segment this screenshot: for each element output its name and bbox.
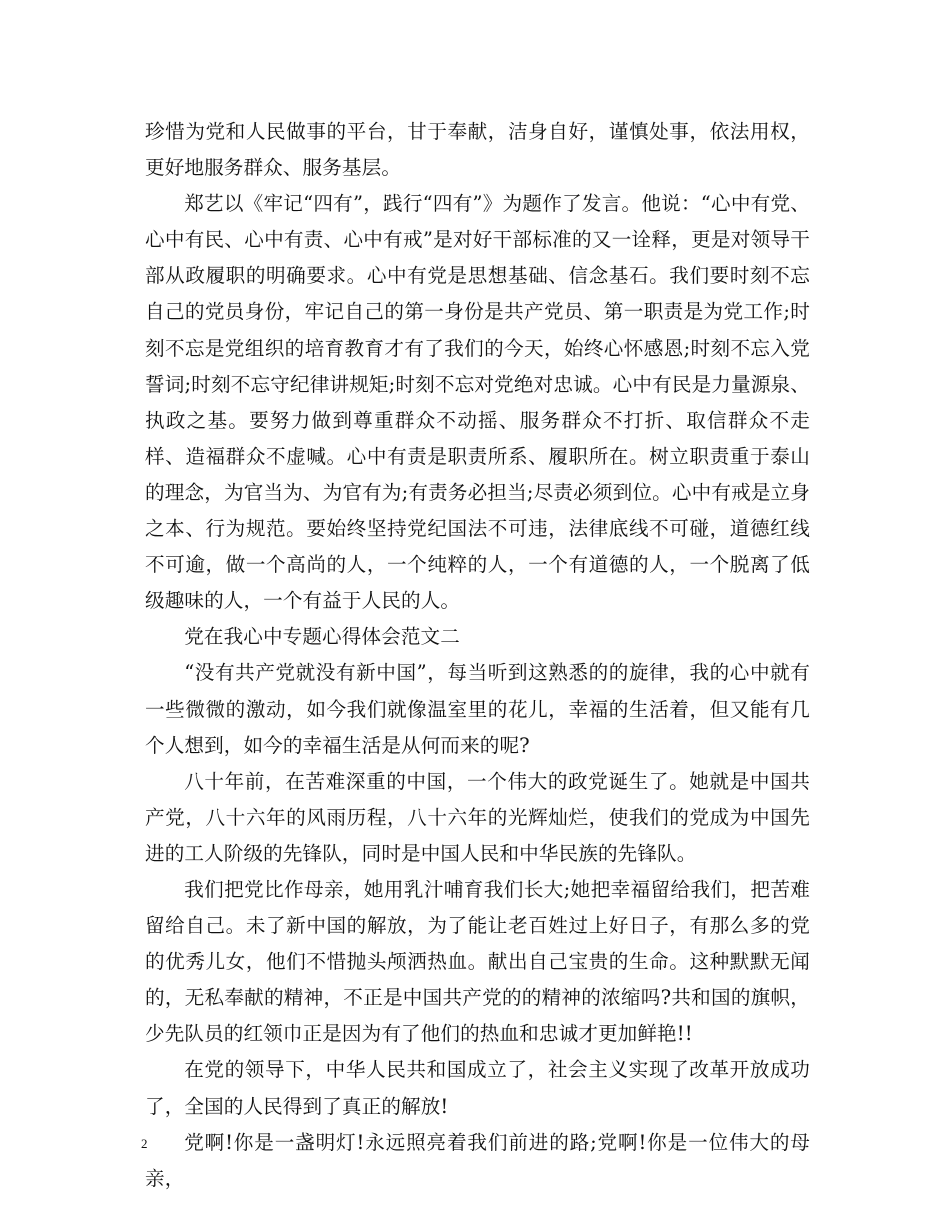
paragraph-intro: “没有共产党就没有新中国”，每当听到这熟悉的的旋律，我的心中就有一些微微的激动，如今我们就像温室里的花儿，幸福的生活着，但又能有几个人想到，如今的幸福生活是从何而来的呢? xyxy=(145,661,810,757)
page-number: 2 xyxy=(141,1136,148,1151)
paragraph-founding: 在党的领导下，中华人民共和国成立了，社会主义实现了改革开放成功了，全国的人民得到了真正的解放! xyxy=(145,1058,810,1118)
document-body xyxy=(145,114,810,1197)
paragraph-zheng-yi-speech: 郑艺以《牢记“四有”，践行“四有”》为题作了发言。他说：“心中有党、心中有民、心中有责、心中有戒”是对好干部标准的又一诠释，更是对领导干部从政履职的明确要求。心中有党是思想基础、信念基石。我们要时刻不忘自己的党员身份，牢记自己的第一身份是共产党员、第一职责是为党工作;时刻不忘是党组织的培育教育才有了我们的今天，始终心怀感恩;时刻不忘入党誓词;时刻不忘守纪律讲规矩;时刻不忘对党绝对忠诚。心中有民是力量源泉、执政之基。要努力做到尊重群众不动摇、服务群众不打折、取信群众不走样、造福群众不虚喊。心中有责是职责所系、履职所在。树立职责重于泰山的理念，为官当为、为官有为;有责务必担当;尽责必须到位。心中有戒是立身之本、行为规范。要始终坚持党纪国法不可违，法律底线不可碰，道德红线不可逾，做一个高尚的人，一个纯粹的人，一个有道德的人，一个脱离了低级趣味的人，一个有益于人民的人。 xyxy=(145,192,810,613)
paragraph-continuation: 珍惜为党和人民做事的平台，甘于奉献，洁身自好，谨慎处事，依法用权，更好地服务群众、服务基层。 xyxy=(145,120,810,180)
paragraph-mother: 我们把党比作母亲，她用乳汁哺育我们长大;她把幸福留给我们，把苦难留给自己。未了新中国的解放，为了能让老百姓过上好日子，有那么多的党的优秀儿女，他们不惜抛头颅洒热血。献出自己宝贵的生命。这种默默无闻的，无私奉献的精神，不正是中国共产党的的精神的浓缩吗?共和国的旗帜，少先队员的红领巾正是因为有了他们的热血和忠诚才更加鲜艳!! xyxy=(145,877,810,1046)
paragraph-praise: 党啊!你是一盏明灯!永远照亮着我们前进的路;党啊!你是一位伟大的母亲， xyxy=(145,1130,810,1190)
paragraph-history: 八十年前，在苦难深重的中国，一个伟大的政党诞生了。她就是中国共产党，八十六年的风雨历程，八十六年的光辉灿烂，使我们的党成为中国先进的工人阶级的先锋队，同时是中国人民和中华民族的先锋队。 xyxy=(145,769,810,865)
section-heading: 党在我心中专题心得体会范文二 xyxy=(184,625,460,649)
